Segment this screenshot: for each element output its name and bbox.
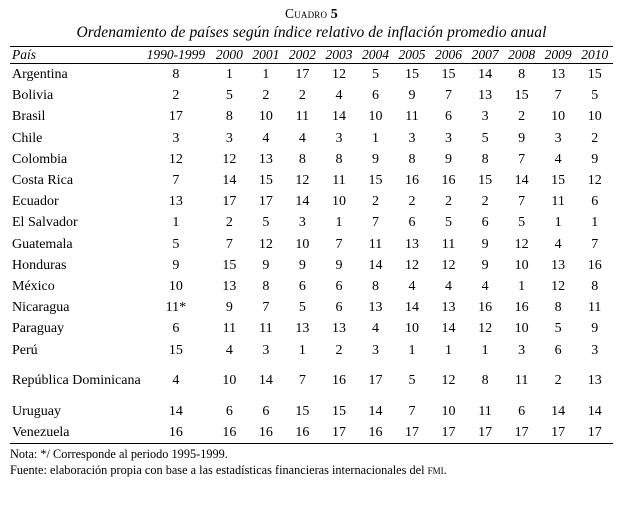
rank-cell: 11 (587, 300, 602, 316)
rank-cell: 12 (168, 151, 183, 167)
rank-cell: 8 (481, 373, 489, 389)
rank-cell: 1 (225, 67, 233, 82)
rank-cell: 13 (295, 321, 310, 337)
caption-label: Cuadro (285, 6, 328, 21)
rank-cell: 15 (295, 403, 310, 419)
rank-cell: 14 (258, 373, 273, 389)
rank-cell: 5 (408, 373, 416, 389)
rank-cell: 5 (591, 88, 599, 104)
rank-cell: 17 (551, 425, 566, 441)
table-row (10, 401, 613, 422)
rank-cell: 13 (551, 257, 566, 273)
rank-cell: 10 (331, 194, 346, 210)
rank-cell: 14 (168, 403, 183, 419)
rank-cell: 7 (518, 194, 526, 210)
rank-cell: 8 (518, 67, 526, 82)
rank-cell: 4 (481, 279, 489, 295)
rank-cell: 9 (225, 300, 233, 316)
rank-cell: 9 (591, 151, 599, 167)
row-country-label: Argentina (12, 67, 68, 82)
column-header-2007: 2007 (471, 47, 499, 62)
rank-cell: 6 (335, 300, 343, 316)
row-country-label: Bolivia (12, 88, 54, 104)
rank-cell: 2 (335, 342, 343, 358)
rank-cell: 11 (222, 321, 237, 337)
rank-cell: 9 (445, 151, 453, 167)
rank-cell: 11 (405, 109, 419, 125)
table-caption (10, 6, 613, 23)
rank-cell: 15 (405, 67, 420, 82)
table-row (10, 212, 613, 233)
source-acronym: fmi (427, 462, 444, 477)
table-row (10, 106, 613, 127)
row-country-label: Nicaragua (12, 300, 70, 316)
rank-cell: 14 (551, 403, 566, 419)
header-row (10, 47, 613, 64)
rank-cell: 10 (441, 403, 456, 419)
rank-cell: 14 (441, 321, 456, 337)
rank-cell: 17 (258, 194, 273, 210)
note-line: Nota: */ Corresponde al periodo 1995-1999. (10, 447, 228, 462)
rank-cell: 15 (168, 342, 183, 358)
table-row (10, 361, 613, 401)
rank-cell: 13 (405, 236, 420, 252)
rank-cell: 8 (554, 300, 562, 316)
table-notes (10, 444, 613, 478)
rank-cell: 1 (481, 342, 489, 358)
rank-cell: 3 (262, 342, 270, 358)
rank-cell: 7 (262, 300, 270, 316)
rank-cell: 16 (478, 300, 493, 316)
rank-cell: 10 (514, 321, 529, 337)
rank-cell: 2 (518, 109, 526, 125)
table-row (10, 276, 613, 297)
rank-cell: 2 (591, 130, 599, 146)
rank-cell: 13 (478, 88, 493, 104)
rank-cell: 11 (441, 236, 456, 252)
rank-cell: 4 (298, 130, 306, 146)
rank-cell: 5 (262, 215, 270, 231)
rank-cell: 16 (368, 425, 383, 441)
rank-cell: 5 (172, 236, 180, 252)
rank-cell: 16 (441, 173, 456, 189)
row-country-label: El Salvador (12, 215, 78, 231)
rank-cell: 15 (368, 173, 383, 189)
rank-cell: 11 (551, 194, 565, 210)
rank-cell: 10 (168, 279, 183, 295)
table-row (10, 318, 613, 339)
row-country-label: Paraguay (12, 321, 65, 337)
column-header-2010: 2010 (581, 47, 609, 62)
rank-cell: 8 (335, 151, 343, 167)
rank-cell: 17 (478, 425, 493, 441)
rank-cell: 11 (368, 236, 383, 252)
rank-cell: 5 (518, 215, 526, 231)
rank-cell: 17 (405, 425, 420, 441)
rank-cell: 12 (478, 321, 493, 337)
rank-cell: 12 (514, 236, 529, 252)
rank-cell: 4 (172, 373, 180, 389)
rank-cell: 17 (587, 425, 602, 441)
rank-cell: 7 (554, 88, 562, 104)
rank-cell: 4 (554, 236, 562, 252)
rank-cell: 2 (298, 88, 306, 104)
rank-cell: 10 (405, 321, 420, 337)
column-header-2002: 2002 (288, 47, 316, 62)
source-line (10, 463, 613, 479)
rank-cell: 16 (405, 173, 420, 189)
rank-cell: 1 (591, 215, 599, 231)
rank-cell: 1 (371, 130, 379, 146)
rank-cell: 13 (368, 300, 383, 316)
caption-number: 5 (330, 7, 338, 22)
rank-cell: 16 (222, 425, 237, 441)
table-row (10, 255, 613, 276)
rank-cell: 5 (298, 300, 306, 316)
rank-cell: 6 (591, 194, 599, 210)
rank-cell: 5 (554, 321, 562, 337)
rank-cell: 5 (371, 67, 379, 82)
rank-cell: 4 (408, 279, 416, 295)
rank-cell: 8 (262, 279, 270, 295)
rank-cell: 2 (371, 194, 379, 210)
rank-cell: 15 (587, 67, 602, 82)
rank-cell: 12 (441, 257, 456, 273)
rank-cell: 2 (225, 215, 233, 231)
rank-cell: 13 (331, 321, 346, 337)
row-country-label: Perú (12, 342, 38, 358)
rank-cell: 6 (371, 88, 379, 104)
rank-cell: 6 (172, 321, 180, 337)
rank-cell: 12 (551, 279, 566, 295)
column-header-2009: 2009 (544, 47, 572, 62)
rank-cell: 17 (514, 425, 529, 441)
rank-cell: 3 (335, 130, 343, 146)
rank-cell: 17 (222, 194, 237, 210)
rank-cell: 2 (408, 194, 416, 210)
rank-cell: 11 (478, 403, 492, 419)
rank-cell: 14 (368, 257, 383, 273)
rank-cell: 7 (172, 173, 180, 189)
rank-cell: 3 (518, 342, 526, 358)
rank-cell: 6 (298, 279, 306, 295)
rank-cell: 4 (445, 279, 453, 295)
rank-cell: 14 (478, 67, 493, 82)
rank-cell: 12 (222, 151, 237, 167)
rank-cell: 13 (551, 67, 566, 82)
rank-cell: 13 (587, 373, 602, 389)
column-header-2006: 2006 (435, 47, 463, 62)
row-country-label: Brasil (12, 109, 46, 125)
ranking-table (10, 46, 613, 444)
rank-cell: 14 (587, 403, 602, 419)
rank-cell: 9 (408, 88, 416, 104)
rank-cell: 16 (331, 373, 346, 389)
rank-cell: 8 (408, 151, 416, 167)
rank-cell: 12 (405, 257, 420, 273)
rank-cell: 10 (551, 109, 566, 125)
rank-cell: 8 (172, 67, 180, 82)
rank-cell: 14 (368, 403, 383, 419)
row-country-label: México (12, 279, 55, 295)
rank-cell: 3 (481, 109, 489, 125)
row-country-label: Uruguay (12, 403, 61, 419)
rank-cell: 8 (481, 151, 489, 167)
rank-cell: 7 (518, 151, 526, 167)
rank-cell: 9 (481, 236, 489, 252)
rank-cell: 15 (331, 403, 346, 419)
rank-cell: 3 (371, 342, 379, 358)
rank-cell: 11 (332, 173, 346, 189)
rank-cell: 10 (587, 109, 602, 125)
rank-cell: 14 (222, 173, 237, 189)
rank-cell: 12 (587, 173, 602, 189)
rank-cell: 17 (331, 425, 346, 441)
rank-cell: 4 (554, 151, 562, 167)
rank-cell: 4 (262, 130, 270, 146)
rank-cell: 2 (481, 194, 489, 210)
rank-cell: 1 (335, 215, 343, 231)
rank-cell: 3 (445, 130, 453, 146)
rank-cell: 4 (225, 342, 233, 358)
rank-cell: 10 (295, 236, 310, 252)
rank-cell: 11* (165, 300, 187, 316)
rank-cell: 15 (258, 173, 273, 189)
rank-cell: 5 (445, 215, 453, 231)
rank-cell: 14 (514, 173, 529, 189)
rank-cell: 6 (554, 342, 562, 358)
rank-cell: 7 (591, 236, 599, 252)
table-row (10, 422, 613, 444)
rank-cell: 12 (441, 373, 456, 389)
rank-cell: 5 (225, 88, 233, 104)
rank-cell: 13 (258, 151, 273, 167)
row-country-label: Costa Rica (12, 173, 74, 189)
row-country-label: República Dominicana (12, 373, 141, 389)
rank-cell: 6 (225, 403, 233, 419)
rank-cell: 8 (591, 279, 599, 295)
rank-cell: 14 (331, 109, 346, 125)
rank-cell: 2 (262, 88, 270, 104)
rank-cell: 15 (478, 173, 493, 189)
rank-cell: 10 (258, 109, 273, 125)
rank-cell: 7 (335, 236, 343, 252)
rank-cell: 5 (481, 130, 489, 146)
table-row (10, 234, 613, 255)
rank-cell: 6 (262, 403, 270, 419)
rank-cell: 9 (262, 257, 270, 273)
rank-cell: 14 (405, 300, 420, 316)
rank-cell: 9 (335, 257, 343, 273)
rank-cell: 9 (591, 321, 599, 337)
source-prefix: Fuente: elaboración propia con base a las estadísticas financieras internacionales del (10, 462, 428, 477)
column-header-2004: 2004 (361, 47, 389, 62)
rank-cell: 7 (298, 373, 306, 389)
table-row (10, 340, 613, 361)
rank-cell: 7 (445, 88, 453, 104)
rank-cell: 2 (445, 194, 453, 210)
rank-cell: 15 (222, 257, 237, 273)
rank-cell: 16 (587, 257, 602, 273)
rank-cell: 2 (172, 88, 180, 104)
rank-cell: 15 (551, 173, 566, 189)
column-header-2008: 2008 (508, 47, 536, 62)
rank-cell: 15 (441, 67, 456, 82)
rank-cell: 12 (258, 236, 273, 252)
rank-cell: 17 (368, 373, 383, 389)
rank-cell: 3 (298, 215, 306, 231)
rank-cell: 7 (408, 403, 416, 419)
rank-cell: 11 (259, 321, 273, 337)
row-country-label: Guatemala (12, 236, 73, 252)
rank-cell: 15 (514, 88, 529, 104)
rank-cell: 10 (514, 257, 529, 273)
rank-cell: 16 (514, 300, 529, 316)
table-row (10, 64, 613, 86)
rank-cell: 13 (168, 194, 183, 210)
rank-cell: 6 (335, 279, 343, 295)
rank-cell: 1 (298, 342, 306, 358)
rank-cell: 17 (295, 67, 310, 82)
rank-cell: 4 (371, 321, 379, 337)
column-header-2005: 2005 (398, 47, 426, 62)
rank-cell: 9 (518, 130, 526, 146)
rank-cell: 4 (335, 88, 343, 104)
rank-cell: 6 (445, 109, 453, 125)
column-header-2001: 2001 (252, 47, 280, 62)
rank-cell: 1 (554, 215, 562, 231)
rank-cell: 1 (172, 215, 180, 231)
table-header (10, 47, 613, 64)
rank-cell: 9 (371, 151, 379, 167)
rank-cell: 14 (295, 194, 310, 210)
rank-cell: 10 (368, 109, 383, 125)
rank-cell: 8 (371, 279, 379, 295)
rank-cell: 1 (445, 342, 453, 358)
table-row (10, 170, 613, 191)
rank-cell: 2 (554, 373, 562, 389)
rank-cell: 11 (514, 373, 529, 389)
table-row (10, 128, 613, 149)
rank-cell: 17 (441, 425, 456, 441)
rank-cell: 3 (408, 130, 416, 146)
rank-cell: 11 (295, 109, 310, 125)
rank-cell: 10 (222, 373, 237, 389)
rank-cell: 16 (295, 425, 310, 441)
rank-cell: 3 (591, 342, 599, 358)
rank-cell: 3 (554, 130, 562, 146)
rank-cell: 17 (168, 109, 183, 125)
rank-cell: 16 (168, 425, 183, 441)
row-country-label: Colombia (12, 151, 68, 167)
rank-cell: 9 (172, 257, 180, 273)
rank-cell: 8 (298, 151, 306, 167)
table-row (10, 191, 613, 212)
column-header-1990-1999: 1990-1999 (146, 47, 206, 62)
rank-cell: 6 (408, 215, 416, 231)
table-title: Ordenamiento de países según índice relativo de inflación promedio anual (76, 24, 547, 41)
rank-cell: 9 (298, 257, 306, 273)
row-country-label: Honduras (12, 257, 67, 273)
rank-cell: 12 (295, 173, 310, 189)
rank-cell: 13 (441, 300, 456, 316)
rank-cell: 12 (331, 67, 346, 82)
rank-cell: 9 (481, 257, 489, 273)
rank-cell: 3 (225, 130, 233, 146)
rank-cell: 3 (172, 130, 180, 146)
rank-cell: 1 (408, 342, 416, 358)
rank-cell: 1 (262, 67, 270, 82)
rank-cell: 7 (225, 236, 233, 252)
row-country-label: Chile (12, 130, 43, 146)
table-row (10, 297, 613, 318)
rank-cell: 7 (371, 215, 379, 231)
rank-cell: 6 (518, 403, 526, 419)
source-suffix: . (443, 462, 447, 477)
rank-cell: 6 (481, 215, 489, 231)
rank-cell: 8 (225, 109, 233, 125)
table-row (10, 149, 613, 170)
table-body (10, 64, 613, 444)
column-header-country: País (12, 47, 37, 62)
rank-cell: 16 (258, 425, 273, 441)
rank-cell: 1 (518, 279, 526, 295)
column-header-2003: 2003 (325, 47, 353, 62)
row-country-label: Venezuela (12, 425, 70, 441)
table-row (10, 85, 613, 106)
column-header-2000: 2000 (215, 47, 243, 62)
rank-cell: 13 (222, 279, 237, 295)
row-country-label: Ecuador (12, 194, 59, 210)
